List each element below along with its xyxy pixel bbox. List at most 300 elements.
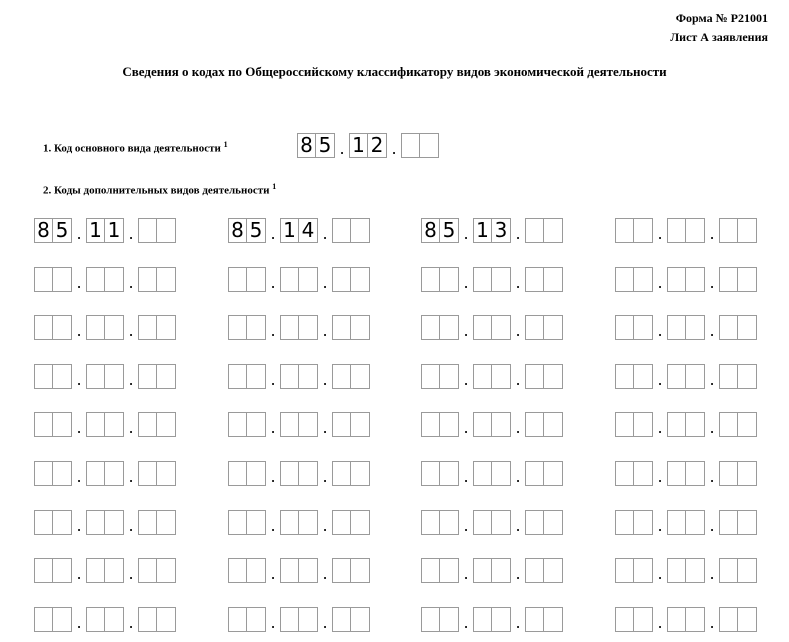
- code-digit-cell[interactable]: [667, 461, 686, 486]
- code-separator: .: [709, 273, 715, 292]
- code-digit-cell[interactable]: [492, 267, 511, 292]
- code-digit-cell[interactable]: [138, 364, 157, 389]
- code-digit-cell[interactable]: [615, 558, 634, 583]
- code-separator: .: [463, 418, 469, 437]
- main-activity-label-text: 1. Код основного вида деятельности: [43, 142, 221, 155]
- code-digit-cell[interactable]: [492, 607, 511, 632]
- code-digit-cell[interactable]: [421, 607, 440, 632]
- code-separator: .: [515, 321, 521, 340]
- code-digit-cell[interactable]: [53, 267, 72, 292]
- code-digit-cell[interactable]: [738, 607, 757, 632]
- code-digit-cell[interactable]: [138, 510, 157, 535]
- code-digit-cell[interactable]: [544, 412, 563, 437]
- code-digit-cell[interactable]: [86, 558, 105, 583]
- code-digit-cell[interactable]: [86, 461, 105, 486]
- code-digit-cell[interactable]: [440, 461, 459, 486]
- code-digit-cell[interactable]: [473, 510, 492, 535]
- code-digit-cell[interactable]: [738, 218, 757, 243]
- code-digit-cell[interactable]: [280, 558, 299, 583]
- code-separator: .: [128, 516, 134, 535]
- code-separator: .: [76, 321, 82, 340]
- code-digit-cell[interactable]: [738, 364, 757, 389]
- code-separator: .: [270, 370, 276, 389]
- code-digit-cell[interactable]: [351, 461, 370, 486]
- code-separator: .: [76, 613, 82, 632]
- code-separator: .: [76, 467, 82, 486]
- code-separator: .: [128, 564, 134, 583]
- code-digit-cell[interactable]: [615, 364, 634, 389]
- code-digit-cell[interactable]: [667, 558, 686, 583]
- code-separator: .: [657, 613, 663, 632]
- code-digit-cell[interactable]: 8: [297, 133, 316, 158]
- code-separator: .: [270, 467, 276, 486]
- code-digit-cell[interactable]: [421, 315, 440, 340]
- code-digit-cell[interactable]: [247, 607, 266, 632]
- code-digit-cell[interactable]: [686, 412, 705, 437]
- code-digit-cell[interactable]: [738, 267, 757, 292]
- code-separator: .: [76, 418, 82, 437]
- main-activity-footnote: 1: [223, 140, 228, 149]
- additional-activities-label-text: 2. Коды дополнительных видов деятельности: [43, 184, 270, 197]
- code-digit-cell[interactable]: 5: [247, 218, 266, 243]
- code-digit-cell[interactable]: [544, 364, 563, 389]
- code-digit-cell[interactable]: 2: [368, 133, 387, 158]
- code-separator: .: [322, 273, 328, 292]
- code-digit-cell[interactable]: 1: [105, 218, 124, 243]
- code-digit-cell[interactable]: [34, 607, 53, 632]
- code-separator: .: [322, 321, 328, 340]
- code-digit-cell[interactable]: [34, 412, 53, 437]
- code-digit-cell[interactable]: [34, 364, 53, 389]
- sheet-label: Лист А заявления: [670, 30, 768, 44]
- page-title: Сведения о кодах по Общероссийскому классификатору видов экономической деятельности: [122, 64, 667, 79]
- code-digit-cell[interactable]: [105, 510, 124, 535]
- code-digit-cell[interactable]: [525, 510, 544, 535]
- code-digit-cell[interactable]: [332, 218, 351, 243]
- code-separator: .: [709, 321, 715, 340]
- code-digit-cell[interactable]: [228, 558, 247, 583]
- code-digit-cell[interactable]: [634, 510, 653, 535]
- code-digit-cell[interactable]: [421, 267, 440, 292]
- code-digit-cell[interactable]: [299, 412, 318, 437]
- code-digit-cell[interactable]: [247, 412, 266, 437]
- code-digit-cell[interactable]: [686, 607, 705, 632]
- code-digit-cell[interactable]: [667, 315, 686, 340]
- code-digit-cell[interactable]: [351, 558, 370, 583]
- code-digit-cell[interactable]: 1: [280, 218, 299, 243]
- code-digit-cell[interactable]: [247, 461, 266, 486]
- code-separator: .: [515, 467, 521, 486]
- code-digit-cell[interactable]: [247, 267, 266, 292]
- code-digit-cell[interactable]: [138, 558, 157, 583]
- main-activity-label: [43, 140, 228, 155]
- code-separator: .: [76, 224, 82, 243]
- code-digit-cell[interactable]: 1: [473, 218, 492, 243]
- code-digit-cell[interactable]: [421, 364, 440, 389]
- code-digit-cell[interactable]: [492, 558, 511, 583]
- code-separator: .: [76, 370, 82, 389]
- code-separator: .: [270, 273, 276, 292]
- code-separator: .: [657, 321, 663, 340]
- code-separator: .: [515, 370, 521, 389]
- code-digit-cell[interactable]: 5: [53, 218, 72, 243]
- code-digit-cell[interactable]: [86, 510, 105, 535]
- code-digit-cell[interactable]: [544, 558, 563, 583]
- code-digit-cell[interactable]: [667, 218, 686, 243]
- code-digit-cell[interactable]: [738, 510, 757, 535]
- code-digit-cell[interactable]: [473, 364, 492, 389]
- code-digit-cell[interactable]: [53, 412, 72, 437]
- code-digit-cell[interactable]: 3: [492, 218, 511, 243]
- code-digit-cell[interactable]: [138, 315, 157, 340]
- code-separator: .: [322, 564, 328, 583]
- code-digit-cell[interactable]: [86, 607, 105, 632]
- code-digit-cell[interactable]: [738, 315, 757, 340]
- code-digit-cell[interactable]: [351, 364, 370, 389]
- code-digit-cell[interactable]: [228, 461, 247, 486]
- code-separator: .: [322, 224, 328, 243]
- code-digit-cell[interactable]: [719, 510, 738, 535]
- code-digit-cell[interactable]: [299, 558, 318, 583]
- code-separator: .: [128, 467, 134, 486]
- code-digit-cell[interactable]: [105, 412, 124, 437]
- code-digit-cell[interactable]: [332, 558, 351, 583]
- code-digit-cell[interactable]: [299, 510, 318, 535]
- code-digit-cell[interactable]: [280, 461, 299, 486]
- code-digit-cell[interactable]: [440, 364, 459, 389]
- code-digit-cell[interactable]: 5: [440, 218, 459, 243]
- code-separator: .: [709, 516, 715, 535]
- code-digit-cell[interactable]: [525, 364, 544, 389]
- code-digit-cell[interactable]: [719, 461, 738, 486]
- code-separator: .: [128, 321, 134, 340]
- code-separator: .: [515, 273, 521, 292]
- code-digit-cell[interactable]: [420, 133, 439, 158]
- code-digit-cell[interactable]: 8: [228, 218, 247, 243]
- additional-activities-footnote: 1: [272, 182, 277, 191]
- code-digit-cell[interactable]: [492, 510, 511, 535]
- code-digit-cell[interactable]: [421, 558, 440, 583]
- code-digit-cell[interactable]: [440, 315, 459, 340]
- code-digit-cell[interactable]: 8: [421, 218, 440, 243]
- code-separator: .: [515, 516, 521, 535]
- code-digit-cell[interactable]: [544, 267, 563, 292]
- code-separator: .: [463, 370, 469, 389]
- code-digit-cell[interactable]: [105, 364, 124, 389]
- code-digit-cell[interactable]: [280, 267, 299, 292]
- code-digit-cell[interactable]: [34, 315, 53, 340]
- code-digit-cell[interactable]: [525, 461, 544, 486]
- code-digit-cell[interactable]: [544, 315, 563, 340]
- code-digit-cell[interactable]: [544, 607, 563, 632]
- code-digit-cell[interactable]: [105, 461, 124, 486]
- code-digit-cell[interactable]: [157, 510, 176, 535]
- code-digit-cell[interactable]: [525, 315, 544, 340]
- code-separator: .: [463, 273, 469, 292]
- code-digit-cell[interactable]: [157, 461, 176, 486]
- code-digit-cell[interactable]: [228, 364, 247, 389]
- code-digit-cell[interactable]: [105, 267, 124, 292]
- code-separator: .: [128, 273, 134, 292]
- code-digit-cell[interactable]: [634, 558, 653, 583]
- code-separator: .: [709, 467, 715, 486]
- code-digit-cell[interactable]: [719, 218, 738, 243]
- code-digit-cell[interactable]: [667, 364, 686, 389]
- code-digit-cell[interactable]: [615, 315, 634, 340]
- code-digit-cell[interactable]: [686, 267, 705, 292]
- code-digit-cell[interactable]: [738, 558, 757, 583]
- code-digit-cell[interactable]: [525, 412, 544, 437]
- code-digit-cell[interactable]: [615, 607, 634, 632]
- code-digit-cell[interactable]: [351, 218, 370, 243]
- code-separator: .: [128, 224, 134, 243]
- code-separator: .: [463, 613, 469, 632]
- code-digit-cell[interactable]: [473, 315, 492, 340]
- code-separator: .: [76, 273, 82, 292]
- code-separator: .: [709, 370, 715, 389]
- code-digit-cell[interactable]: [53, 558, 72, 583]
- code-digit-cell[interactable]: [719, 267, 738, 292]
- code-digit-cell[interactable]: [157, 315, 176, 340]
- code-digit-cell[interactable]: [332, 315, 351, 340]
- code-digit-cell[interactable]: 1: [349, 133, 368, 158]
- code-separator: .: [709, 613, 715, 632]
- code-separator: .: [270, 321, 276, 340]
- code-digit-cell[interactable]: [280, 412, 299, 437]
- code-digit-cell[interactable]: [738, 461, 757, 486]
- code-separator: .: [270, 564, 276, 583]
- code-digit-cell[interactable]: [332, 364, 351, 389]
- code-digit-cell[interactable]: [667, 510, 686, 535]
- code-separator: .: [709, 418, 715, 437]
- code-separator: .: [270, 516, 276, 535]
- form-number: Форма № Р21001: [675, 11, 768, 25]
- code-digit-cell[interactable]: [157, 412, 176, 437]
- code-digit-cell[interactable]: [473, 461, 492, 486]
- code-separator: .: [322, 370, 328, 389]
- code-digit-cell[interactable]: [719, 412, 738, 437]
- code-digit-cell[interactable]: [667, 607, 686, 632]
- code-digit-cell[interactable]: [247, 558, 266, 583]
- code-separator: .: [463, 224, 469, 243]
- code-separator: .: [515, 564, 521, 583]
- code-digit-cell[interactable]: [686, 315, 705, 340]
- code-separator: .: [515, 613, 521, 632]
- code-separator: .: [76, 516, 82, 535]
- code-digit-cell[interactable]: [351, 315, 370, 340]
- code-digit-cell[interactable]: [299, 461, 318, 486]
- code-digit-cell[interactable]: [105, 607, 124, 632]
- code-separator: .: [657, 564, 663, 583]
- code-digit-cell[interactable]: [53, 510, 72, 535]
- code-digit-cell[interactable]: [634, 461, 653, 486]
- code-digit-cell[interactable]: [34, 267, 53, 292]
- code-digit-cell[interactable]: [634, 315, 653, 340]
- code-separator: .: [463, 564, 469, 583]
- code-digit-cell[interactable]: [686, 461, 705, 486]
- code-digit-cell[interactable]: [667, 267, 686, 292]
- code-digit-cell[interactable]: [667, 412, 686, 437]
- code-digit-cell[interactable]: [280, 607, 299, 632]
- code-digit-cell[interactable]: [421, 461, 440, 486]
- code-digit-cell[interactable]: [473, 412, 492, 437]
- code-digit-cell[interactable]: [615, 510, 634, 535]
- code-digit-cell[interactable]: [615, 412, 634, 437]
- code-separator: .: [463, 516, 469, 535]
- code-digit-cell[interactable]: [86, 315, 105, 340]
- code-digit-cell[interactable]: [473, 558, 492, 583]
- code-digit-cell[interactable]: 4: [299, 218, 318, 243]
- code-digit-cell[interactable]: [401, 133, 420, 158]
- code-separator: .: [709, 564, 715, 583]
- code-separator: .: [515, 418, 521, 437]
- code-digit-cell[interactable]: [53, 364, 72, 389]
- code-digit-cell[interactable]: [719, 558, 738, 583]
- code-separator: .: [128, 418, 134, 437]
- code-digit-cell[interactable]: [351, 267, 370, 292]
- code-digit-cell[interactable]: [544, 510, 563, 535]
- code-digit-cell[interactable]: [157, 364, 176, 389]
- code-digit-cell[interactable]: [299, 607, 318, 632]
- code-digit-cell[interactable]: [544, 218, 563, 243]
- code-digit-cell[interactable]: [34, 461, 53, 486]
- code-digit-cell[interactable]: [634, 607, 653, 632]
- code-digit-cell[interactable]: [615, 461, 634, 486]
- code-digit-cell[interactable]: [53, 461, 72, 486]
- code-digit-cell[interactable]: [615, 218, 634, 243]
- code-digit-cell[interactable]: [228, 510, 247, 535]
- code-digit-cell[interactable]: [686, 218, 705, 243]
- code-digit-cell[interactable]: [634, 267, 653, 292]
- code-digit-cell[interactable]: [157, 267, 176, 292]
- code-digit-cell[interactable]: [492, 461, 511, 486]
- code-digit-cell[interactable]: [421, 510, 440, 535]
- code-digit-cell[interactable]: [473, 267, 492, 292]
- code-digit-cell[interactable]: [473, 607, 492, 632]
- code-digit-cell[interactable]: [138, 607, 157, 632]
- code-digit-cell[interactable]: [228, 412, 247, 437]
- code-digit-cell[interactable]: [138, 267, 157, 292]
- code-separator: .: [657, 370, 663, 389]
- code-separator: .: [76, 564, 82, 583]
- code-digit-cell[interactable]: [615, 267, 634, 292]
- code-digit-cell[interactable]: [719, 364, 738, 389]
- code-separator: .: [463, 467, 469, 486]
- code-digit-cell[interactable]: [492, 364, 511, 389]
- code-separator: .: [128, 613, 134, 632]
- code-digit-cell[interactable]: [440, 510, 459, 535]
- code-digit-cell[interactable]: [53, 315, 72, 340]
- code-separator: .: [322, 516, 328, 535]
- code-separator: .: [339, 139, 345, 158]
- code-separator: .: [322, 418, 328, 437]
- code-digit-cell[interactable]: [228, 607, 247, 632]
- code-digit-cell[interactable]: [492, 412, 511, 437]
- code-digit-cell[interactable]: [299, 267, 318, 292]
- code-digit-cell[interactable]: [280, 364, 299, 389]
- code-digit-cell[interactable]: [157, 218, 176, 243]
- code-digit-cell[interactable]: 5: [316, 133, 335, 158]
- code-digit-cell[interactable]: [299, 364, 318, 389]
- code-digit-cell[interactable]: [280, 510, 299, 535]
- code-digit-cell[interactable]: [351, 510, 370, 535]
- code-digit-cell[interactable]: [332, 607, 351, 632]
- code-digit-cell[interactable]: [440, 412, 459, 437]
- code-digit-cell[interactable]: [138, 461, 157, 486]
- code-digit-cell[interactable]: [53, 607, 72, 632]
- code-digit-cell[interactable]: 8: [34, 218, 53, 243]
- code-digit-cell[interactable]: [280, 315, 299, 340]
- code-separator: .: [657, 273, 663, 292]
- code-digit-cell[interactable]: 1: [86, 218, 105, 243]
- code-digit-cell[interactable]: [440, 267, 459, 292]
- code-separator: .: [270, 418, 276, 437]
- code-digit-cell[interactable]: [525, 218, 544, 243]
- code-digit-cell[interactable]: [544, 461, 563, 486]
- code-digit-cell[interactable]: [634, 412, 653, 437]
- code-digit-cell[interactable]: [634, 364, 653, 389]
- code-digit-cell[interactable]: [247, 315, 266, 340]
- code-digit-cell[interactable]: [105, 558, 124, 583]
- code-digit-cell[interactable]: [86, 412, 105, 437]
- code-digit-cell[interactable]: [138, 218, 157, 243]
- code-digit-cell[interactable]: [332, 267, 351, 292]
- code-separator: .: [657, 224, 663, 243]
- code-digit-cell[interactable]: [351, 607, 370, 632]
- code-separator: .: [657, 418, 663, 437]
- code-digit-cell[interactable]: [228, 267, 247, 292]
- code-digit-cell[interactable]: [634, 218, 653, 243]
- code-digit-cell[interactable]: [247, 364, 266, 389]
- code-digit-cell[interactable]: [228, 315, 247, 340]
- code-digit-cell[interactable]: [105, 315, 124, 340]
- code-digit-cell[interactable]: [332, 510, 351, 535]
- code-digit-cell[interactable]: [299, 315, 318, 340]
- code-digit-cell[interactable]: [157, 558, 176, 583]
- code-digit-cell[interactable]: [247, 510, 266, 535]
- code-digit-cell[interactable]: [738, 412, 757, 437]
- code-digit-cell[interactable]: [421, 412, 440, 437]
- code-digit-cell[interactable]: [525, 267, 544, 292]
- code-separator: .: [270, 613, 276, 632]
- code-separator: .: [128, 370, 134, 389]
- code-digit-cell[interactable]: [351, 412, 370, 437]
- code-digit-cell[interactable]: [86, 267, 105, 292]
- code-separator: .: [463, 321, 469, 340]
- code-digit-cell[interactable]: [525, 607, 544, 632]
- code-digit-cell[interactable]: [440, 607, 459, 632]
- code-digit-cell[interactable]: [332, 461, 351, 486]
- code-digit-cell[interactable]: [332, 412, 351, 437]
- code-separator: .: [322, 613, 328, 632]
- code-digit-cell[interactable]: [686, 510, 705, 535]
- code-digit-cell[interactable]: [440, 558, 459, 583]
- code-digit-cell[interactable]: [138, 412, 157, 437]
- code-separator: .: [270, 224, 276, 243]
- code-separator: .: [657, 516, 663, 535]
- code-digit-cell[interactable]: [686, 364, 705, 389]
- code-digit-cell[interactable]: [719, 315, 738, 340]
- code-digit-cell[interactable]: [34, 510, 53, 535]
- code-digit-cell[interactable]: [492, 315, 511, 340]
- code-digit-cell[interactable]: [157, 607, 176, 632]
- code-separator: .: [391, 139, 397, 158]
- code-digit-cell[interactable]: [525, 558, 544, 583]
- code-digit-cell[interactable]: [686, 558, 705, 583]
- code-digit-cell[interactable]: [34, 558, 53, 583]
- code-digit-cell[interactable]: [719, 607, 738, 632]
- code-digit-cell[interactable]: [86, 364, 105, 389]
